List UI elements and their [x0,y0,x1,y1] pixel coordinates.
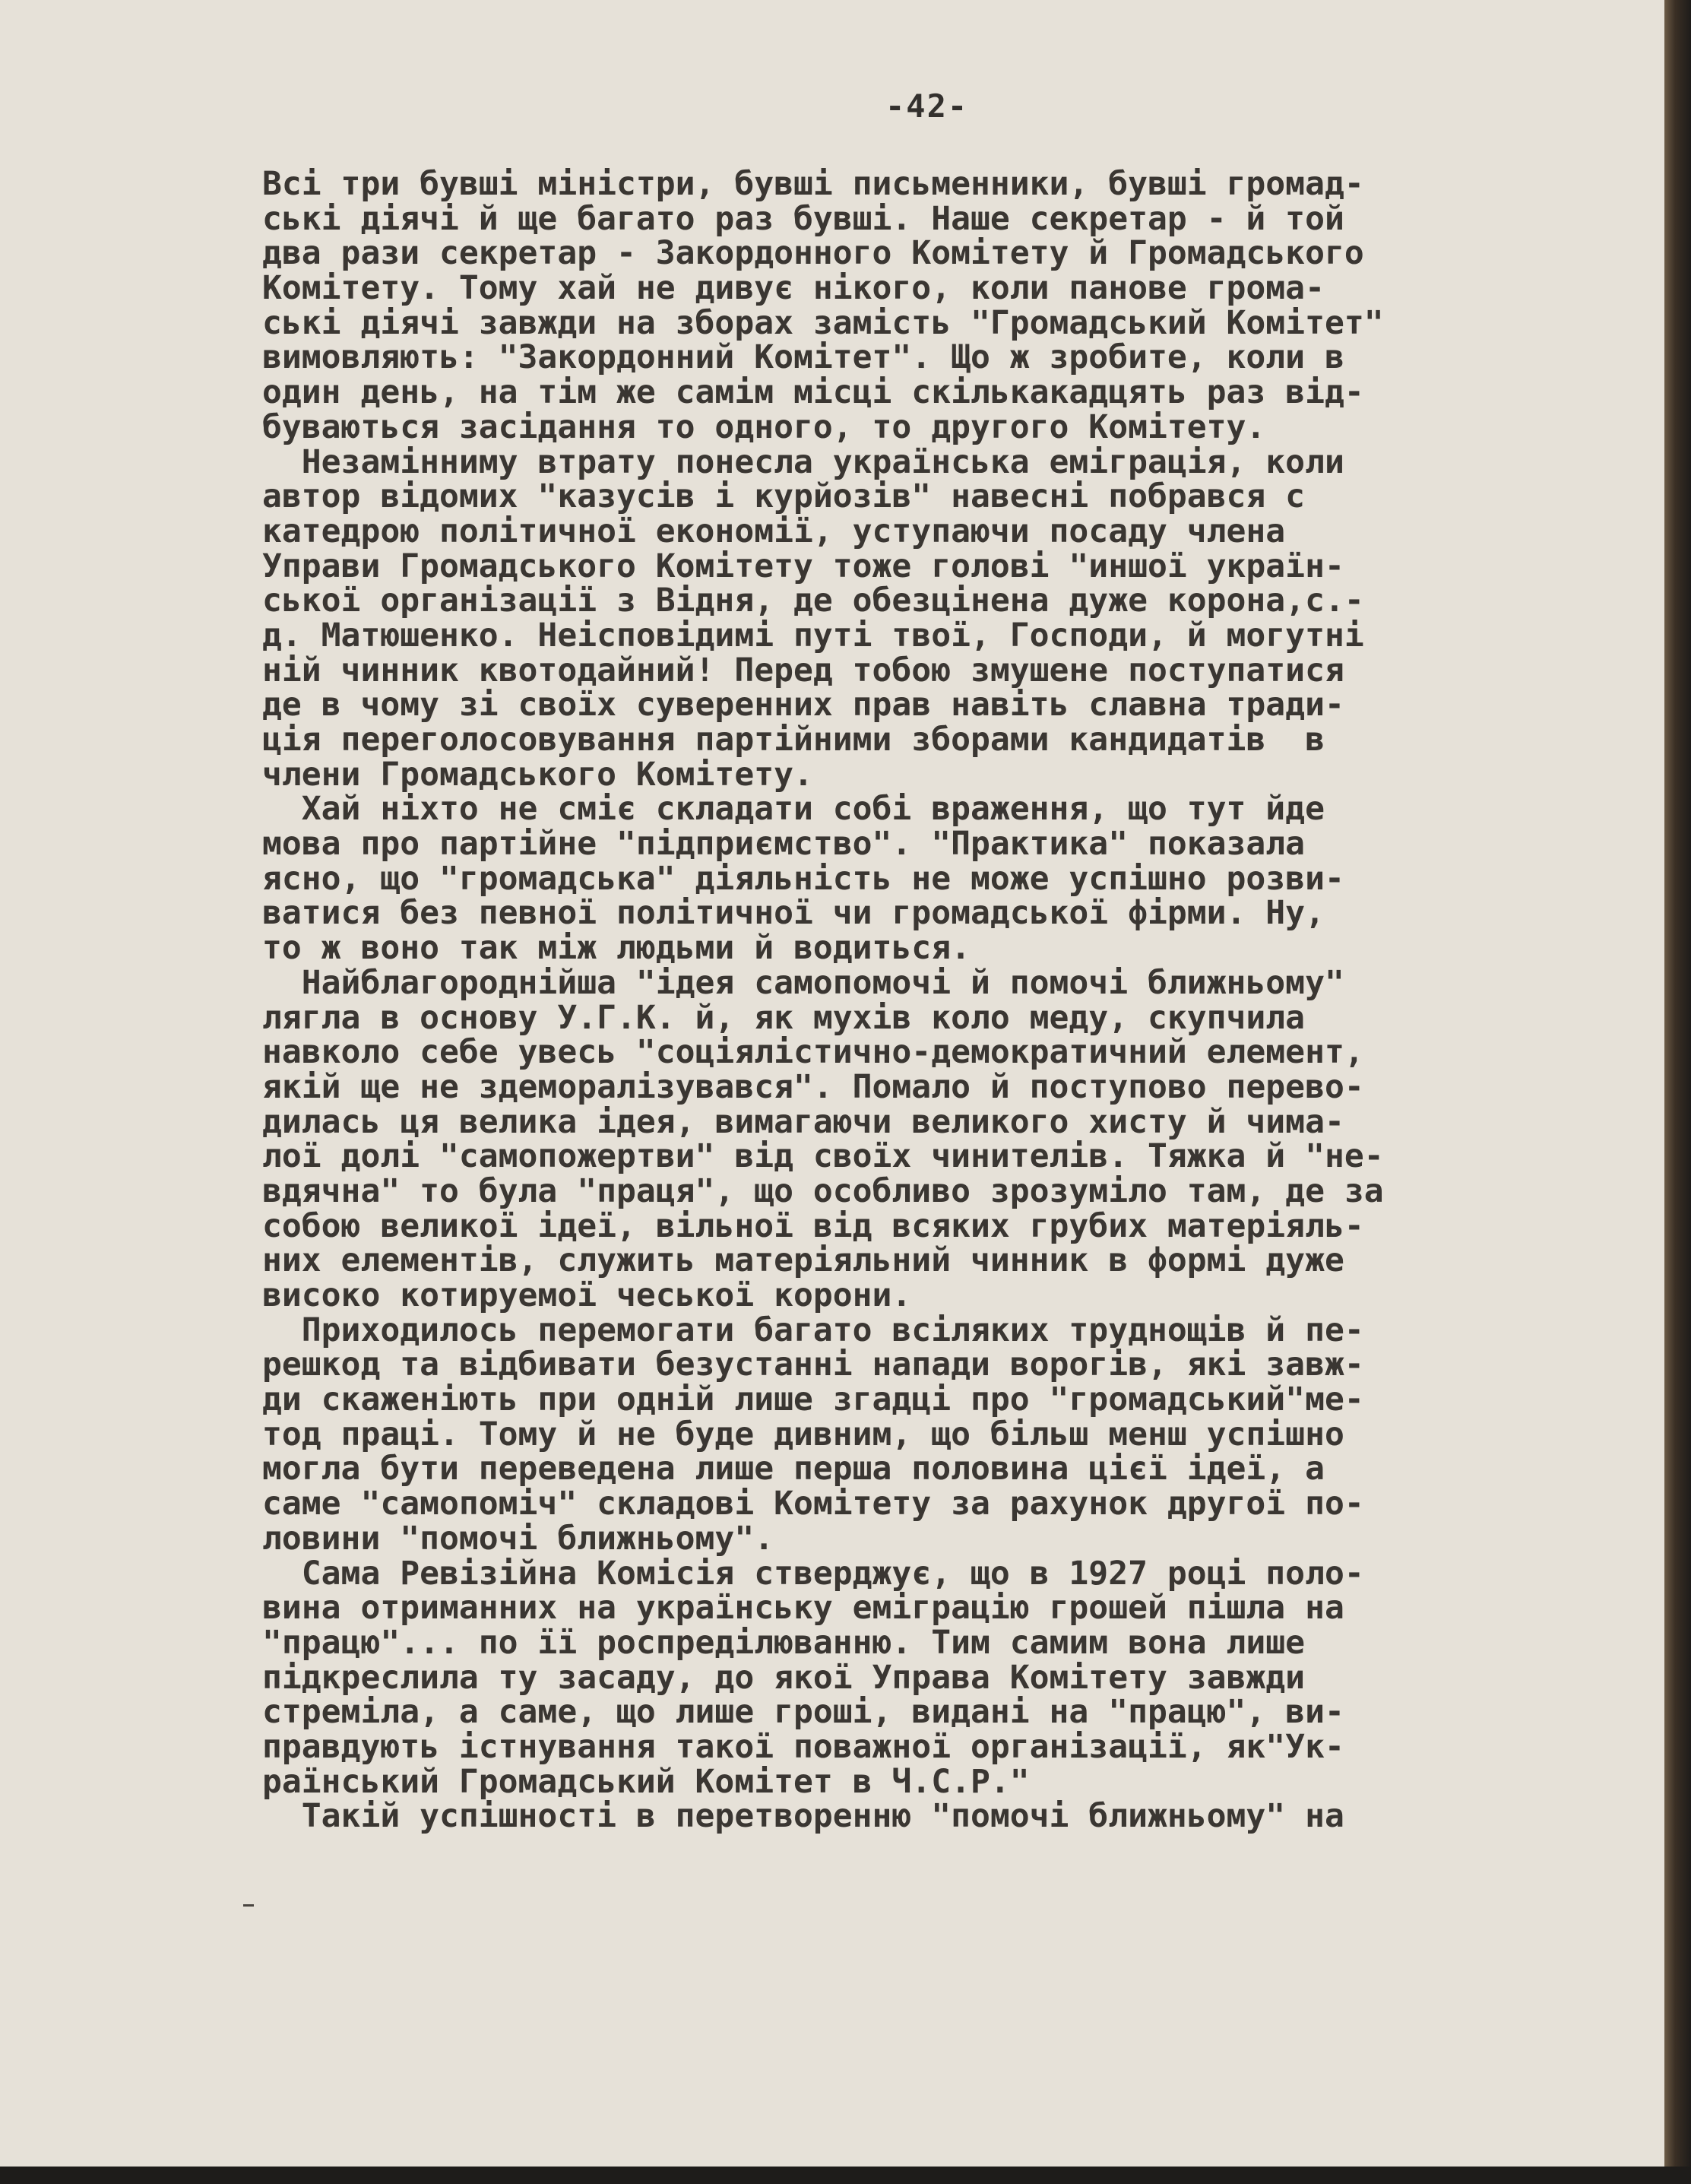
text-line: Управи Громадського Комітету тоже голові "иншої україн- [262,547,1344,585]
text-line: Незамінниму втрату понесла українська еміграція, коли [262,442,1344,481]
body-text [262,167,1623,1834]
margin-mark [243,1904,254,1907]
text-line: ясно, що "громадська" діяльність не може успішно розви- [262,859,1344,898]
text-line: вина отриманних на українську еміграцію грошей пішла на [262,1589,1344,1628]
text-line: підкреслила ту засаду, до якої Управа Комітету завжди [262,1658,1306,1697]
text-line: ди скаженіють при одній лише згадці про "громадський"ме- [262,1380,1364,1419]
text-line: "працю"... по її роспреділюванню. Тим самим вона лише [262,1623,1306,1662]
text-line: правдують істнування такої поважної організації, як"Ук- [262,1727,1344,1766]
text-line: Хай ніхто не сміє складати собі враження, що тут йде [262,790,1325,829]
text-line: автор відомих "казусів і курйозів" навесні побрався с [262,477,1306,516]
text-line: мова про партійне "підприємство". "Практика" показала [262,825,1306,864]
text-line: вдячна" то була "праця", що особливо зрозуміло там, де за [262,1171,1384,1210]
text-line: Всі три бувші міністри, бувші письменники, бувші громад- [262,165,1364,203]
text-line: ські діячі й ще багато раз бувші. Наше секретар - й той [262,199,1344,238]
text-line: навколо себе увесь "соціялістично-демократичний елемент, [262,1033,1364,1072]
text-line: ської організації з Відня, де обезцінена дуже корона,с.- [262,582,1364,620]
text-line: два рази секретар - Закордонного Комітету й Громадського [262,234,1364,273]
text-line: лої долі "самопожертви" від своїх чинителів. Тяжка й "не- [262,1137,1384,1176]
scan-border-bottom [0,2167,1691,2184]
text-line: ція переголосовування партійними зборами кандидатів в [262,721,1325,759]
text-line: ловини "помочі ближньому". [262,1519,774,1558]
text-line: тод праці. Тому й не буде дивним, що більш менш успішно [262,1415,1344,1453]
text-line: могла бути переведена лише перша половина цієї ідеї, а [262,1450,1325,1488]
text-line: Такій успішності в перетворенню "помочі ближньому" на [262,1797,1344,1836]
text-line: то ж воно так між людьми й водиться. [262,929,971,968]
text-line: дилась ця велика ідея, вимагаючи великого хисту й чима- [262,1102,1344,1141]
text-line: Сама Ревізійна Комісія стверджує, що в 1927 році поло- [262,1554,1364,1593]
text-line: якій ще не здеморалізувався". Помало й поступово перево- [262,1067,1364,1106]
text-line: них елементів, служить матеріяльний чинник в формі дуже [262,1241,1344,1280]
text-line: катедрою політичної економії, уступаючи посаду члена [262,512,1286,550]
text-line: решкод та відбивати безустанні напади ворогів, які завж- [262,1346,1364,1384]
text-line: д. Матюшенко. Неісповідимі путі твої, Господи, й могутні [262,616,1364,655]
text-line: Найблагороднійша "ідея самопомочі й помочі ближньому" [262,963,1344,1002]
text-line: один день, на тім же самім місці скількакадцять раз від- [262,373,1364,412]
text-line: ній чинник квотодайний! Перед тобою змушене поступатися [262,651,1344,689]
text-line: де в чому зі своїх суверенних прав навіть славна тради- [262,686,1344,724]
text-line: раїнський Громадський Комітет в Ч.С.Р." [262,1762,1030,1801]
text-line: члени Громадського Комітету. [262,755,813,794]
text-line: ватися без певної політичної чи громадської фірми. Ну, [262,894,1325,933]
text-line: собою великої ідеї, вільної від всяких грубих матеріяль- [262,1206,1364,1245]
text-line: вимовляють: "Закордонний Комітет". Що ж зробите, коли в [262,338,1344,377]
text-line: лягла в основу У.Г.К. й, як мухів коло меду, скупчила [262,998,1306,1037]
text-line: стреміла, а саме, що лише гроші, видані на "працю", ви- [262,1693,1344,1732]
text-line: саме "самопоміч" складові Комітету за рахунок другої по- [262,1485,1364,1523]
text-line: високо котируемої чеської корони. [262,1276,912,1314]
page-number: -42- [885,87,969,125]
text-line: ські діячі завжди на зборах замість "Громадський Комітет" [262,303,1384,342]
text-line: буваються засідання то одного, то другого Комітету. [262,407,1266,446]
text-line: Приходилось перемогати багато всіляких труднощів й пе- [262,1311,1364,1349]
page-edge-shadow [1664,0,1691,2184]
text-line: Комітету. Тому хай не дивує нікого, коли панове грома- [262,269,1325,308]
